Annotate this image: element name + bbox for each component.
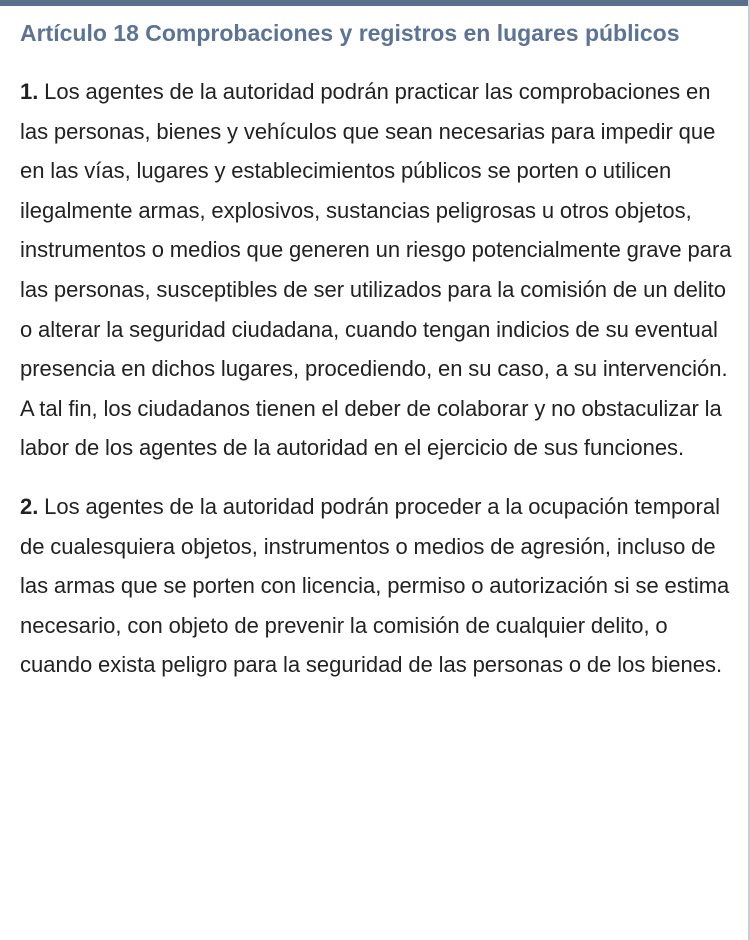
paragraph-1 <box>20 72 732 468</box>
paragraph-2-text: Los agentes de la autoridad podrán proceder a la ocupación temporal de cualesquiera objetos, instrumentos o medios de agresión, incluso de las armas que se porten con licencia, permiso o autorización si se estima necesario, con objeto de prevenir la comisión de cualquier delito, o cuando exista peligro para la seguridad de las personas o de los bienes. <box>20 493 730 678</box>
top-bar <box>0 0 750 6</box>
paragraph-2 <box>20 487 732 685</box>
article-title: Artículo 18 Comprobaciones y registros en lugares públicos <box>20 20 680 46</box>
paragraph-1-number: 1. <box>20 79 39 104</box>
paragraph-1-text: Los agentes de la autoridad podrán practicar las comprobaciones en las personas, bienes y vehículos que sean necesarias para impedir que en las vías, lugares y establecimientos públicos se porten o utilicen ilegalmente armas, explosivos, sustancias peligrosas u otros objetos, instrumentos o medios que generen un riesgo potencialmente grave para las personas, susceptibles de ser utilizados para la comisión de un delito o alterar la seguridad ciudadana, cuando tengan indicios de su eventual presencia en dichos lugares, procediendo, en su caso, a su intervención. A tal fin, los ciudadanos tienen el deber de colaborar y no obstaculizar la labor de los agentes de la autoridad en el ejercicio de sus funciones. <box>20 79 732 461</box>
article-content <box>20 14 732 704</box>
paragraph-2-number: 2. <box>20 493 39 519</box>
